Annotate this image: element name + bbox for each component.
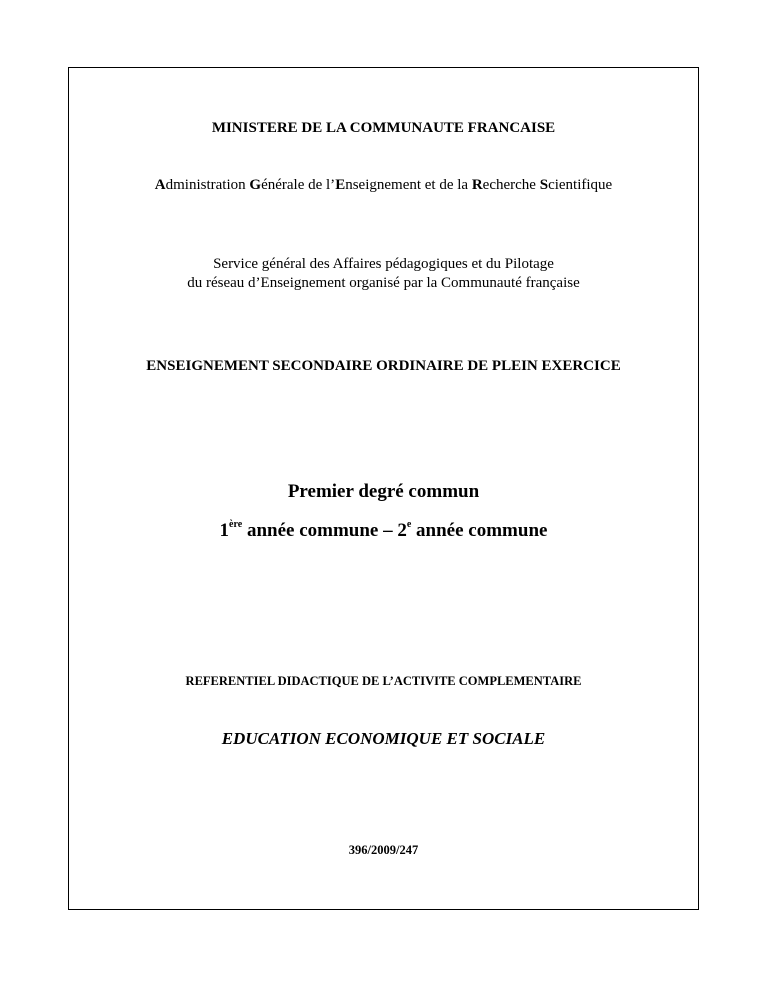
first-year-superscript: ère [229,519,243,530]
admin-initial-e: E [335,177,346,193]
first-year-text: année commune – 2 [242,520,407,541]
subject-title: EDUCATION ECONOMIQUE ET SOCIALE [221,729,546,748]
degree-title: Premier degré commun [287,481,480,502]
second-year-text: année commune [411,520,548,541]
service-line-1: Service général des Affaires pédagogiques et du Pilotage [213,256,554,272]
admin-initial-r: R [471,177,483,193]
ministry-title: MINISTERE DE LA COMMUNAUTE FRANCAISE [211,120,556,136]
admin-text-4: echerche [482,177,540,193]
admin-initial-a: A [154,177,166,193]
admin-text-3: nseignement et de la [345,177,472,193]
admin-initial-g: G [249,177,262,193]
first-year-number: 1 [219,520,230,541]
years-title [69,520,698,542]
admin-text-5: cientifique [548,177,613,193]
admin-text-2: énérale de l’ [261,177,336,193]
referentiel-title: REFERENTIEL DIDACTIQUE DE L’ACTIVITE COMPLEMENTAIRE [185,674,582,688]
enseignement-title: ENSEIGNEMENT SECONDAIRE ORDINAIRE DE PLEIN EXERCICE [146,358,621,374]
service-line-2: du réseau d’Enseignement organisé par la Communauté française [187,275,580,291]
document-reference: 396/2009/247 [348,843,419,857]
admin-initial-s: S [539,177,549,193]
administration-line [69,177,698,194]
admin-text-1: dministration [165,177,250,193]
cover-frame [68,67,699,910]
second-year-superscript: e [406,519,412,530]
